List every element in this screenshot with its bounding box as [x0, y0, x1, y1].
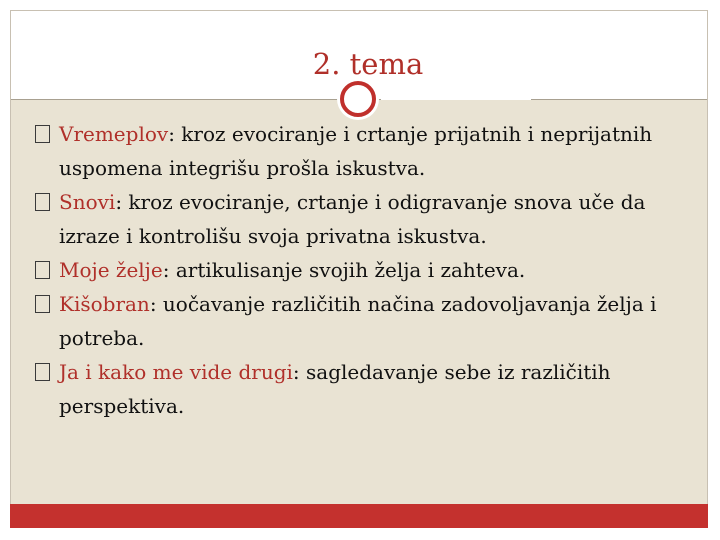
- item-term: Kišobran: [59, 292, 150, 316]
- list-item: [35, 185, 707, 253]
- item-text: : uočavanje različitih načina zadovoljavanja želja i potreba.: [59, 292, 657, 350]
- list-item: [35, 117, 707, 185]
- item-text: : kroz evociranje i crtanje prijatnih i neprijatnih uspomena integrišu prošla iskustva.: [59, 122, 653, 180]
- item-term: Snovi: [59, 190, 116, 214]
- square-bullet-icon: [35, 125, 50, 143]
- square-bullet-icon: [35, 193, 50, 211]
- item-text: : artikulisanje svojih želja i zahteva.: [162, 258, 526, 282]
- square-bullet-icon: [35, 363, 50, 381]
- square-bullet-icon: [35, 261, 50, 279]
- title-divider-gap: [381, 99, 531, 100]
- item-term: Vremeplov: [59, 122, 169, 146]
- item-text: : sagledavanje sebe iz različitih perspektiva.: [59, 360, 611, 418]
- slide-frame: [10, 10, 708, 528]
- slide-title: 2. tema: [312, 47, 424, 81]
- footer-bar: [10, 504, 708, 528]
- bullet-list: [35, 117, 707, 423]
- list-item: [35, 355, 707, 423]
- item-term: Moje želje: [59, 258, 163, 282]
- item-term: Ja i kako me vide drugi: [59, 360, 293, 384]
- list-item: [35, 253, 707, 287]
- list-item: [35, 287, 707, 355]
- square-bullet-icon: [35, 295, 50, 313]
- item-text: : kroz evociranje, crtanje i odigravanje snova uče da izraze i kontrolišu svoja privatna iskustva.: [59, 190, 646, 248]
- ring-icon: [340, 81, 376, 117]
